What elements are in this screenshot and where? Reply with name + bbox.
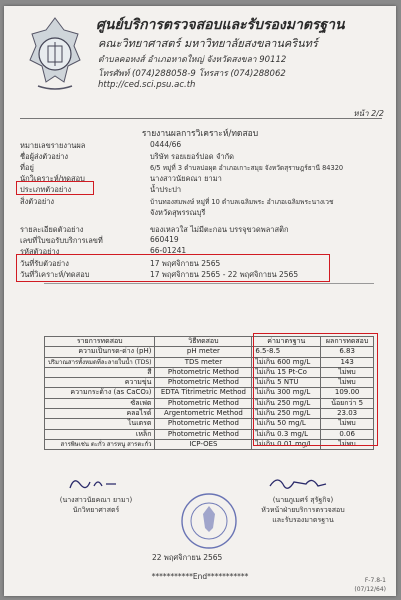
request-number: 660419 (150, 235, 179, 244)
field-label: หมายเลขรายงานผล (20, 141, 86, 150)
sender-name: บริษัท รอยเยอร์ปอด จำกัด (150, 152, 235, 161)
test-item: สารพิษเช่น ตะกั่ว สารหนู สารตะกั่ว (45, 439, 155, 449)
left-signature-icon (66, 472, 120, 494)
field-label: รายละเอียดตัวอย่าง (20, 225, 84, 234)
result-value: 0.06 (321, 429, 374, 439)
result-value: น้อยกว่า 5 (321, 398, 374, 408)
standard-value: ไม่เกิน 5 NTU (252, 378, 321, 388)
test-item: ปริมาณสารทั้งหมดที่ละลายในน้ำ (TDS) (45, 357, 155, 367)
test-date-range: 17 พฤศจิกายน 2565 - 22 พฤศจิกายน 2565 (150, 270, 299, 279)
result-value: 109.00 (321, 388, 374, 398)
standard-value: ไม่เกิน 300 mg/L (252, 388, 321, 398)
address: ตำบลคอหงส์ อำเภอหาดใหญ่ จังหวัดสงขลา 90112 (98, 55, 287, 65)
official-seal-icon (180, 492, 238, 550)
standard-value: ไม่เกิน 0.01 mg/L (252, 439, 321, 449)
field-label: ชื่อผู้ส่งตัวอย่าง (20, 152, 69, 161)
test-method: Photometric Method (155, 419, 252, 429)
header-divider (20, 118, 382, 119)
standard-value: ไม่เกิน 250 mg/L (252, 398, 321, 408)
result-value: ไม่พบ (321, 419, 374, 429)
field-label: ประเภทตัวอย่าง (20, 185, 72, 194)
website: http://ced.sci.psu.ac.th (98, 80, 196, 90)
field-label: เลขที่ใบขอรับบริการเลขที่ (20, 236, 103, 245)
result-value: 143 (321, 357, 374, 367)
right-signer-name: (นายภูเมศร์ สุรัฐกิจ) (272, 496, 334, 504)
column-header: วิธีทดสอบ (155, 337, 252, 347)
result-value: ไม่พบ (321, 439, 374, 449)
analyst-name: นางสาวนัยคณา ยามา (150, 174, 222, 183)
test-method: ICP-OES (155, 439, 252, 449)
standard-value: ไม่เกิน 600 mg/L (252, 357, 321, 367)
center-name: ศูนย์บริการตรวจสอบและรับรองมาตรฐาน (96, 17, 345, 33)
field-divider (44, 283, 374, 284)
page-number: หน้า 2/2 (353, 109, 384, 118)
test-item: ความกระด้าง (as CaCO₃) (45, 388, 155, 398)
test-method: EDTA Titrimetric Method (155, 388, 252, 398)
right-signature-icon (266, 472, 330, 496)
left-signer-name: (นางสาวนัยคณา ยามา) (59, 496, 133, 504)
test-method: Photometric Method (155, 398, 252, 408)
test-method: Photometric Method (155, 367, 252, 377)
right-signer-title: หัวหน้าฝ่ายบริการตรวจสอบ (261, 506, 345, 514)
standard-value: 6.5-8.5 (252, 347, 321, 357)
right-signer-title-line2: และรับรองมาตรฐาน (272, 516, 334, 524)
test-method: pH meter (155, 347, 252, 357)
test-item: เหล็ก (45, 429, 155, 439)
standard-value: ไม่เกิน 0.3 mg/L (252, 429, 321, 439)
column-header: รายการทดสอบ (45, 337, 155, 347)
test-method: Photometric Method (155, 429, 252, 439)
result-value: ไม่พบ (321, 367, 374, 377)
sample-province: จังหวัดสุพรรณบุรี (150, 208, 206, 217)
phone-fax: โทรศัพท์ (074)288058-9 โทรสาร (074)288062 (98, 69, 286, 79)
report-page (4, 6, 396, 596)
test-item: ความขุ่น (45, 378, 155, 388)
test-method: Photometric Method (155, 378, 252, 388)
test-item: ซัลเฟต (45, 398, 155, 408)
signature-date: 22 พฤศจิกายน 2565 (152, 553, 223, 562)
faculty-name: คณะวิทยาศาสตร์ มหาวิทยาลัยสงขลานครินทร์ (98, 37, 318, 50)
sample-type: น้ำประปา (150, 185, 182, 194)
column-header: ผลการทดสอบ (321, 337, 374, 347)
field-label: วันที่วิเคราะห์/ทดสอบ (20, 270, 90, 279)
field-label: นักวิเคราะห์/ทดสอบ (20, 174, 85, 183)
test-method: Argentometric Method (155, 409, 252, 419)
result-value: ไม่พบ (321, 378, 374, 388)
standard-value: ไม่เกิน 250 mg/L (252, 409, 321, 419)
form-code: F-7.8-1 (364, 577, 386, 584)
left-signer-title: นักวิทยาศาสตร์ (72, 506, 120, 514)
field-label: ที่อยู่ (20, 163, 34, 172)
dates-highlight (16, 254, 330, 282)
sample-description: ของเหลวใส ไม่มีตะกอน บรรจุขวดพลาสติก (150, 225, 289, 234)
sample-code: 66-01241 (150, 246, 187, 255)
results-highlight (253, 333, 378, 446)
form-revision: (07/12/64) (354, 586, 386, 593)
sample-location: บ้านทองสมพงษ์ หมู่ที่ 10 ตำบลเฉลิมพระ อำเภอเฉลิมพระนางเวช (150, 198, 334, 206)
standard-value: ไม่เกิน 50 mg/L (252, 419, 321, 429)
field-label: สิ่งตัวอย่าง (20, 197, 55, 206)
test-method: TDS meter (155, 357, 252, 367)
field-label: วันที่รับตัวอย่าง (20, 259, 69, 268)
column-header: ค่ามาตรฐาน (252, 337, 321, 347)
standard-value: ไม่เกิน 15 Pt-Co (252, 367, 321, 377)
report-title: รายงานผลการวิเคราะห์/ทดสอบ (141, 129, 259, 139)
test-item: ไนเตรต (45, 419, 155, 429)
field-label: รหัสตัวอย่าง (20, 247, 60, 256)
sample-type-highlight (16, 181, 94, 195)
university-emblem-icon (20, 16, 90, 92)
end-marker: ***********End*********** (151, 572, 249, 581)
test-item: คลอไรด์ (45, 409, 155, 419)
report-number: 0444/66 (150, 140, 182, 149)
received-date: 17 พฤศจิกายน 2565 (150, 259, 221, 268)
sender-address: 6/5 หมู่ที่ 3 ตำบลบ่อผุด อำเภอเกาะสมุย จังหวัดสุราษฎร์ธานี 84320 (150, 164, 344, 172)
result-value: 23.03 (321, 409, 374, 419)
test-item: ความเป็นกรด-ด่าง (pH) (45, 347, 155, 357)
test-item: สี (45, 367, 155, 377)
result-value: 6.83 (321, 347, 374, 357)
